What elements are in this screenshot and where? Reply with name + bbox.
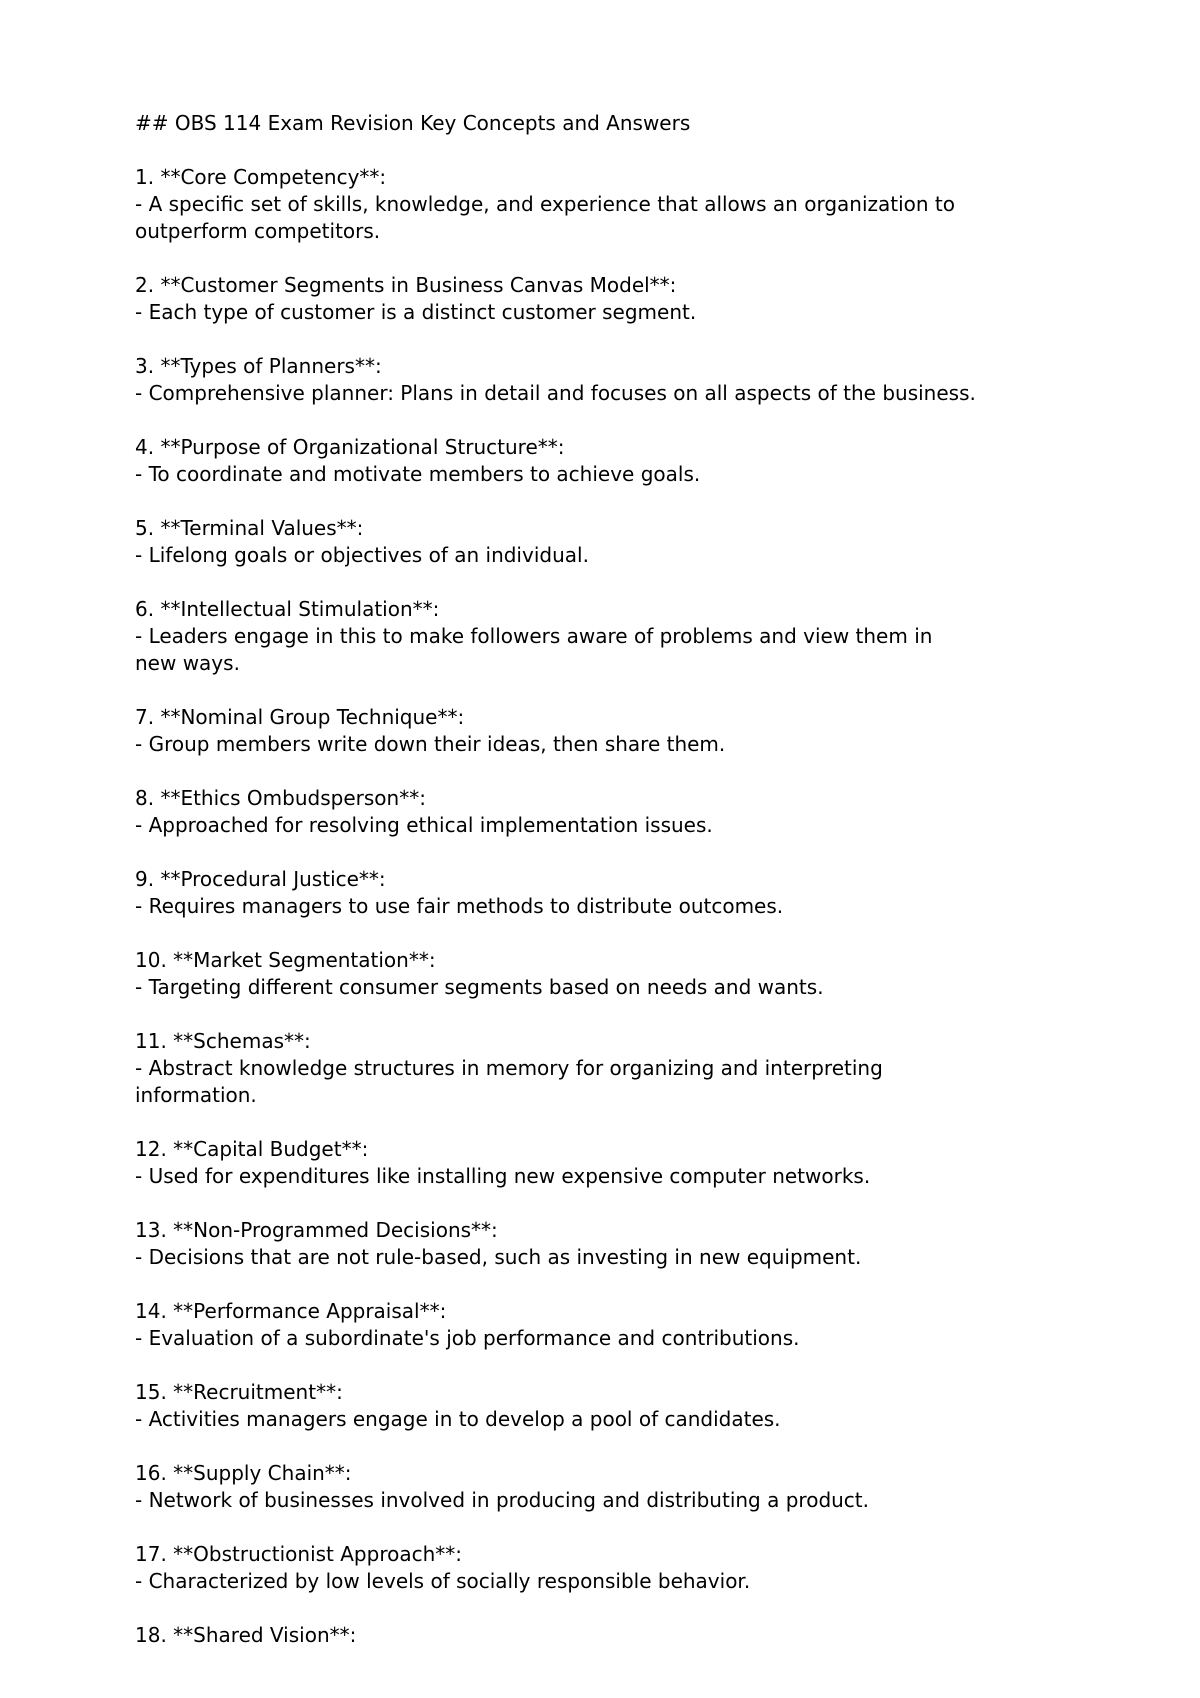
concept-item <box>135 1622 1085 1649</box>
concept-item <box>135 785 1085 839</box>
concept-heading: 10. **Market Segmentation**: <box>135 948 436 972</box>
concept-answer-line: - Characterized by low levels of socially responsible behavior. <box>135 1569 751 1593</box>
concept-item <box>135 1541 1085 1595</box>
concept-heading: 8. **Ethics Ombudsperson**: <box>135 786 426 810</box>
concept-answer-line: - Network of businesses involved in producing and distributing a product. <box>135 1488 870 1512</box>
concept-heading: 5. **Terminal Values**: <box>135 516 364 540</box>
concept-heading: 2. **Customer Segments in Business Canvas Model**: <box>135 273 677 297</box>
concept-heading: 3. **Types of Planners**: <box>135 354 382 378</box>
concept-list <box>135 164 1085 1649</box>
concept-heading: 18. **Shared Vision**: <box>135 1623 357 1647</box>
concept-answer-line: - Evaluation of a subordinate's job performance and contributions. <box>135 1326 800 1350</box>
concept-answer-line: outperform competitors. <box>135 219 381 243</box>
concept-answer-line: - Approached for resolving ethical implementation issues. <box>135 813 713 837</box>
concept-heading: 13. **Non-Programmed Decisions**: <box>135 1218 498 1242</box>
concept-heading: 9. **Procedural Justice**: <box>135 867 386 891</box>
concept-item <box>135 1217 1085 1271</box>
concept-item <box>135 434 1085 488</box>
concept-item <box>135 1379 1085 1433</box>
concept-answer-line: - Targeting different consumer segments based on needs and wants. <box>135 975 824 999</box>
concept-item <box>135 947 1085 1001</box>
concept-item <box>135 164 1085 245</box>
concept-item <box>135 866 1085 920</box>
concept-heading: 6. **Intellectual Stimulation**: <box>135 597 440 621</box>
concept-item <box>135 596 1085 677</box>
concept-answer-line: - Each type of customer is a distinct customer segment. <box>135 300 697 324</box>
concept-answer-line: - Used for expenditures like installing new expensive computer networks. <box>135 1164 871 1188</box>
concept-heading: 17. **Obstructionist Approach**: <box>135 1542 463 1566</box>
concept-answer-line: new ways. <box>135 651 240 675</box>
concept-heading: 15. **Recruitment**: <box>135 1380 343 1404</box>
concept-answer-line: - Decisions that are not rule-based, such as investing in new equipment. <box>135 1245 862 1269</box>
concept-heading: 16. **Supply Chain**: <box>135 1461 352 1485</box>
document-content <box>135 110 1085 1676</box>
concept-answer-line: - Activities managers engage in to develop a pool of candidates. <box>135 1407 781 1431</box>
concept-heading: 1. **Core Competency**: <box>135 165 387 189</box>
concept-answer-line: - A specific set of skills, knowledge, and experience that allows an organization to <box>135 192 956 216</box>
concept-answer-line: - Lifelong goals or objectives of an individual. <box>135 543 589 567</box>
concept-answer-line: information. <box>135 1083 257 1107</box>
concept-answer-line: - Leaders engage in this to make followers aware of problems and view them in <box>135 624 933 648</box>
concept-answer-line: - Requires managers to use fair methods to distribute outcomes. <box>135 894 784 918</box>
concept-item <box>135 1298 1085 1352</box>
concept-answer-line: - Group members write down their ideas, then share them. <box>135 732 726 756</box>
concept-heading: 7. **Nominal Group Technique**: <box>135 705 465 729</box>
concept-heading: 4. **Purpose of Organizational Structure**: <box>135 435 565 459</box>
concept-answer-line: - Abstract knowledge structures in memory for organizing and interpreting <box>135 1056 883 1080</box>
concept-item <box>135 704 1085 758</box>
concept-item <box>135 353 1085 407</box>
concept-heading: 12. **Capital Budget**: <box>135 1137 369 1161</box>
document-title: ## OBS 114 Exam Revision Key Concepts and Answers <box>135 111 691 135</box>
concept-heading: 14. **Performance Appraisal**: <box>135 1299 447 1323</box>
concept-item <box>135 1460 1085 1514</box>
concept-answer-line: - To coordinate and motivate members to achieve goals. <box>135 462 701 486</box>
concept-heading: 11. **Schemas**: <box>135 1029 311 1053</box>
concept-item <box>135 1136 1085 1190</box>
concept-item <box>135 1028 1085 1109</box>
concept-item <box>135 272 1085 326</box>
concept-item <box>135 515 1085 569</box>
concept-answer-line: - Comprehensive planner: Plans in detail and focuses on all aspects of the business. <box>135 381 976 405</box>
